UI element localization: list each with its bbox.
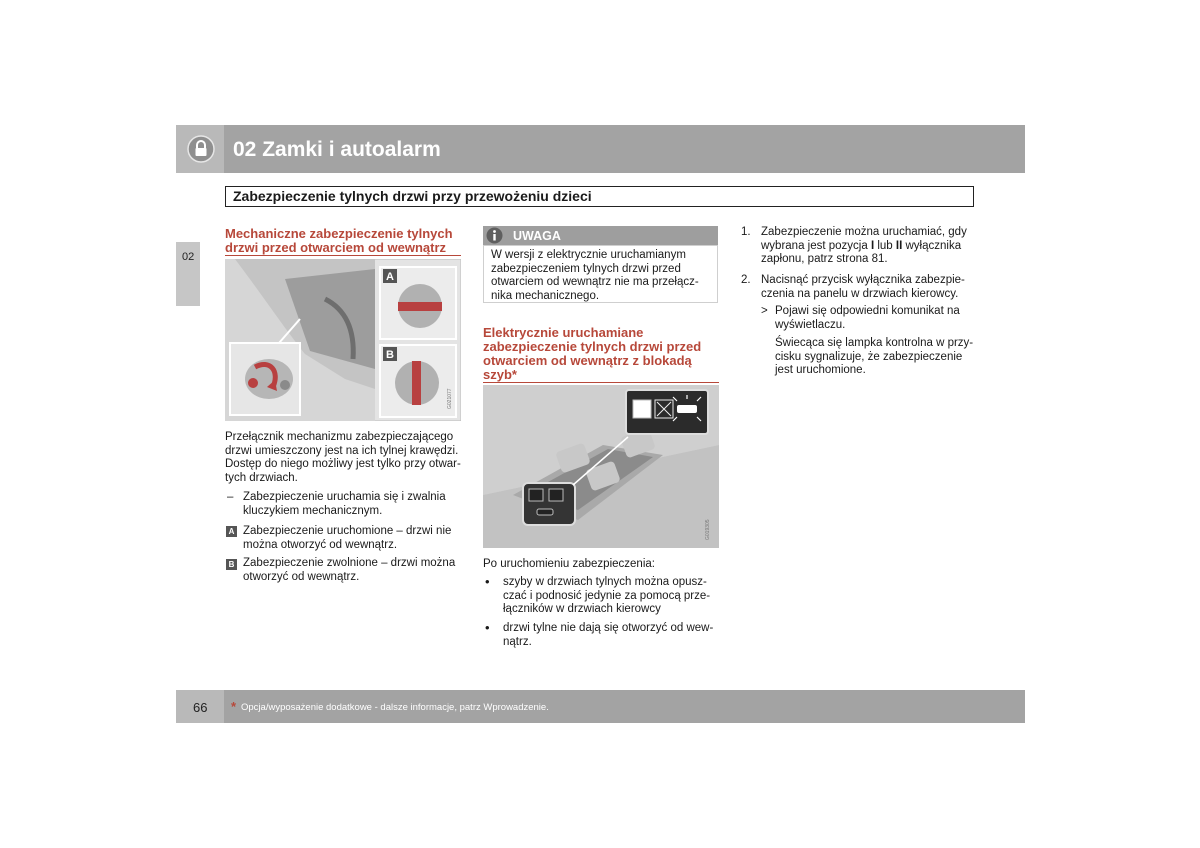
bullet-marker: •	[485, 574, 490, 589]
chapter-side-tab-label: 02	[182, 251, 195, 263]
item-b-text: Zabezpieczenie zwolnione – drzwi można otworzyć od wewnątrz.	[243, 557, 456, 583]
footnote-star: *	[231, 699, 237, 714]
result-marker: >	[761, 305, 768, 317]
dash-marker: –	[227, 491, 234, 503]
footnote: Opcja/wyposażenie dodatkowe - dalsze informacje, patrz Wprowadzenie.	[241, 702, 549, 713]
figure-code: G019305	[705, 519, 711, 540]
item-a-text: Zabezpieczenie uruchomione – drzwi nie można otworzyć od wewnątrz.	[243, 525, 452, 551]
electric-child-lock-figure	[483, 385, 719, 548]
step-sub-text: Świecąca się lampka kontrolna w przy-cisku sygnalizuje, że zabezpieczenie jest uruchomione.	[775, 337, 974, 376]
electric-lock-intro: Po uruchomieniu zabezpieczenia:	[483, 558, 655, 570]
bullet-item: szyby w drzwiach tylnych można opusz-czać i podnosić jedynie za pomocą prze-łączników w drzwiach kierowcy	[503, 576, 711, 615]
step-result: Pojawi się odpowiedni komunikat na wyświetlaczu.	[775, 305, 960, 331]
figure-label-b: B	[386, 349, 394, 361]
step-2-text: Nacisnąć przycisk wyłącznika zabezpie-czenia na panelu w drzwiach kierowcy.	[761, 274, 965, 300]
page-number: 66	[193, 700, 208, 715]
lock-icon	[187, 135, 215, 163]
electric-lock-heading: Elektrycznie uruchamiane zabezpieczenie tylnych drzwi przed otwarciem od wewnątrz z blokadą szyb*	[483, 325, 702, 382]
dash-item: Zabezpieczenie uruchamia się i zwalnia kluczykiem mechanicznym.	[243, 491, 446, 517]
note-title: UWAGA	[513, 229, 561, 243]
mechanical-lock-description: Przełącznik mechanizmu zabezpieczającego drzwi umieszczony jest na ich tylnej krawędzi. Dostęp do niego możliwy jest tylko przy otwar-tych drzwiach.	[225, 431, 461, 484]
mechanical-lock-heading: Mechaniczne zabezpieczenie tylnych drzwi przed otwarciem od wewnątrz	[225, 226, 453, 255]
note-text: W wersji z elektrycznie uruchamianym zabezpieczeniem tylnych drzwi przed otwarciem od wewnątrz nie ma przełącz-nika mechanicznego.	[491, 249, 699, 302]
chapter-title: 02 Zamki i autoalarm	[233, 138, 441, 161]
item-b-badge: B	[226, 559, 237, 570]
info-icon	[486, 227, 503, 244]
mechanical-child-lock-figure	[225, 259, 461, 421]
figure-label-a: A	[386, 271, 394, 283]
heading-rule	[225, 255, 461, 256]
figure-code: G021077	[447, 388, 453, 409]
section-title: Zabezpieczenie tylnych drzwi przy przewożeniu dzieci	[233, 188, 592, 204]
item-a-badge: A	[226, 526, 237, 537]
bullet-marker: •	[485, 620, 490, 635]
heading-rule	[483, 382, 719, 383]
bullet-item: drzwi tylne nie dają się otworzyć od wew-nątrz.	[503, 622, 714, 648]
step-number: 2.	[741, 274, 751, 286]
step-1-text: Zabezpieczenie można uruchamiać, gdy wybrana jest pozycja I lub II wyłącznika zapłonu, patrz strona 81.	[761, 226, 967, 265]
step-number: 1.	[741, 226, 751, 238]
